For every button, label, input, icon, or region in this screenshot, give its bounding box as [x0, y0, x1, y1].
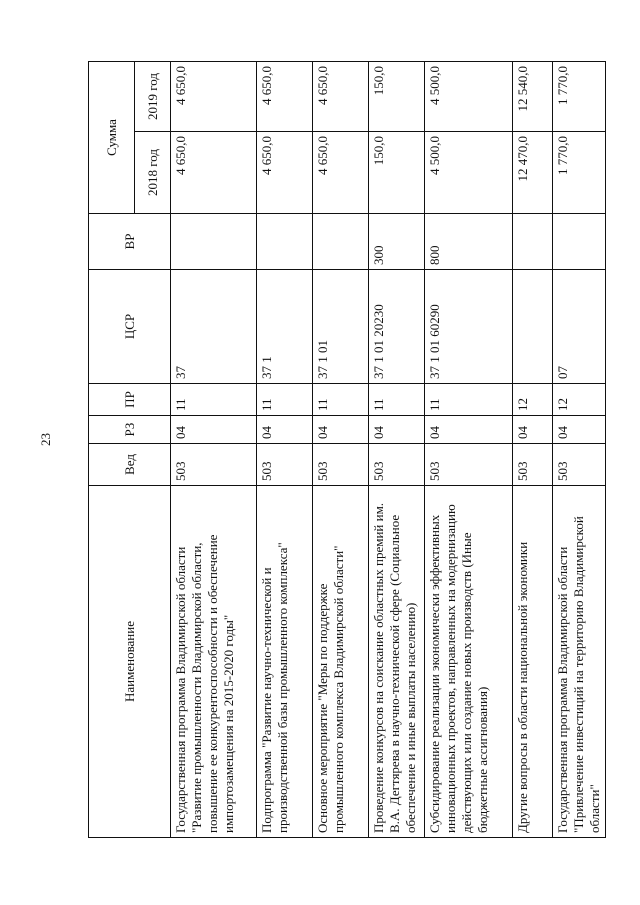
- row-sum-2018: 12 470,0: [513, 132, 553, 214]
- row-sum-2018: 1 770,0: [553, 132, 606, 214]
- header-sum: Сумма: [89, 62, 135, 214]
- row-rz: 04: [257, 416, 313, 444]
- row-ved: 503: [313, 444, 369, 486]
- row-pr: 11: [171, 384, 257, 416]
- row-pr: 11: [425, 384, 513, 416]
- row-name: Проведение конкурсов на соискание областных премий им. В.А. Дегтярева в научно-технической сфере (Социальное обеспечение и иные выплаты населению): [369, 486, 425, 838]
- header-row: [89, 62, 135, 838]
- row-ved: 503: [257, 444, 313, 486]
- header-pr: ПР: [89, 384, 171, 416]
- row-name: Другие вопросы в области национальной экономики: [513, 486, 553, 838]
- header-ved: Вед: [89, 444, 171, 486]
- row-sum-2018: 4 500,0: [425, 132, 513, 214]
- table-row: [257, 62, 313, 838]
- row-rz: 04: [425, 416, 513, 444]
- row-sum-2018: 4 650,0: [313, 132, 369, 214]
- row-vr: [171, 214, 257, 270]
- row-csr: 37 1: [257, 270, 313, 384]
- row-ved: 503: [553, 444, 606, 486]
- row-rz: 04: [553, 416, 606, 444]
- row-csr: 37 1 01 60290: [425, 270, 513, 384]
- table-row: [313, 62, 369, 838]
- header-csr: ЦСР: [89, 270, 171, 384]
- row-rz: 04: [513, 416, 553, 444]
- row-sum-2018: 150,0: [369, 132, 425, 214]
- header-rz: РЗ: [89, 416, 171, 444]
- row-name: Подпрограмма "Развитие научно-технической и производственной базы промышленного комплекса": [257, 486, 313, 838]
- header-2019: 2019 год: [135, 62, 171, 132]
- row-pr: 11: [257, 384, 313, 416]
- table-row: [553, 62, 606, 838]
- page-number: 23: [38, 433, 53, 446]
- row-vr: [553, 214, 606, 270]
- row-csr: 07: [553, 270, 606, 384]
- row-rz: 04: [313, 416, 369, 444]
- row-rz: 04: [369, 416, 425, 444]
- row-csr: 37 1 01: [313, 270, 369, 384]
- table-row: [513, 62, 553, 838]
- row-sum-2018: 4 650,0: [257, 132, 313, 214]
- row-sum-2019: 4 500,0: [425, 62, 513, 132]
- row-name: Субсидирование реализации экономически эффективных инновационных проектов, направленных на модернизацию действующих или создание новых производств (Иные бюджетные ассигнования): [425, 486, 513, 838]
- row-pr: 12: [553, 384, 606, 416]
- table-row: [369, 62, 425, 838]
- row-sum-2019: 1 770,0: [553, 62, 606, 132]
- row-name: Основное мероприятие "Меры по поддержке промышленного комплекса Владимирской области": [313, 486, 369, 838]
- row-vr: 300: [369, 214, 425, 270]
- row-ved: 503: [171, 444, 257, 486]
- row-name: Государственная программа Владимирской области "Привлечение инвестиций на территорию Владимирской области": [553, 486, 606, 838]
- row-pr: 12: [513, 384, 553, 416]
- row-csr: 37 1 01 20230: [369, 270, 425, 384]
- table-row: [171, 62, 257, 838]
- row-sum-2019: 4 650,0: [257, 62, 313, 132]
- row-pr: 11: [369, 384, 425, 416]
- row-sum-2018: 4 650,0: [171, 132, 257, 214]
- row-rz: 04: [171, 416, 257, 444]
- row-ved: 503: [369, 444, 425, 486]
- row-sum-2019: 12 540,0: [513, 62, 553, 132]
- header-2018: 2018 год: [135, 132, 171, 214]
- header-vr: ВР: [89, 214, 171, 270]
- row-csr: [513, 270, 553, 384]
- row-csr: 37: [171, 270, 257, 384]
- row-ved: 503: [513, 444, 553, 486]
- header-name: Наименование: [89, 486, 171, 838]
- row-ved: 503: [425, 444, 513, 486]
- row-vr: [513, 214, 553, 270]
- row-vr: 800: [425, 214, 513, 270]
- row-sum-2019: 4 650,0: [313, 62, 369, 132]
- row-vr: [257, 214, 313, 270]
- row-pr: 11: [313, 384, 369, 416]
- budget-table-rotated: [88, 62, 602, 838]
- budget-table: [88, 61, 606, 838]
- row-sum-2019: 150,0: [369, 62, 425, 132]
- row-name: Государственная программа Владимирской области "Развитие промышленности Владимирской области, повышение ее конкурентоспособности и обеспечение импортозамещения на 2015-2020 годы": [171, 486, 257, 838]
- table-row: [425, 62, 513, 838]
- row-sum-2019: 4 650,0: [171, 62, 257, 132]
- row-vr: [313, 214, 369, 270]
